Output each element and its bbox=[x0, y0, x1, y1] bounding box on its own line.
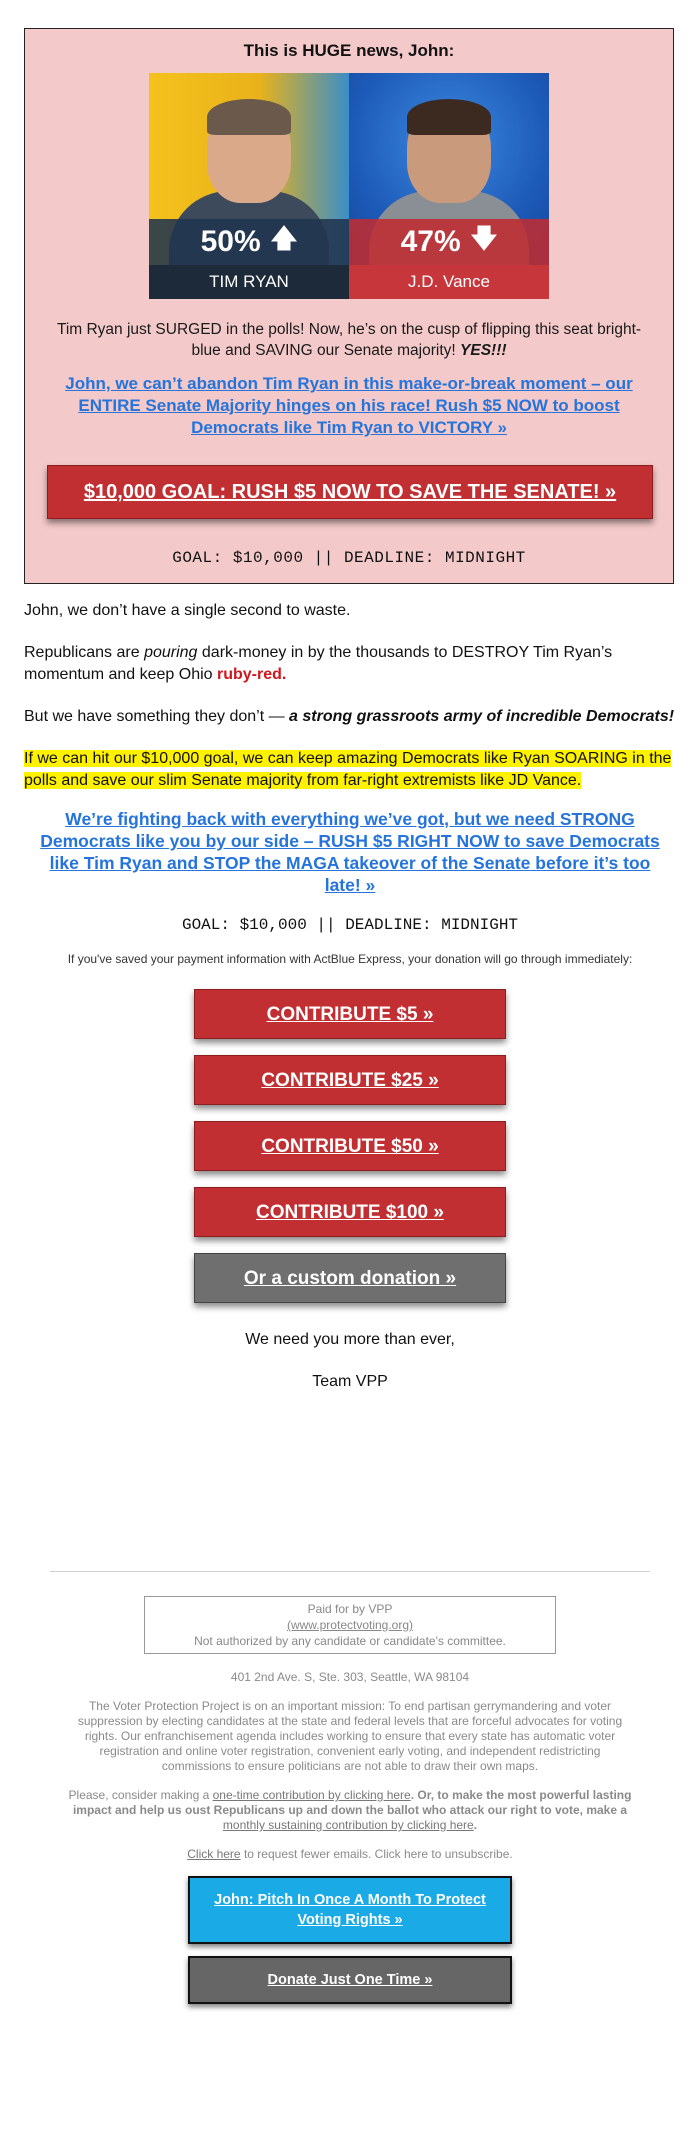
fewer-emails-link[interactable]: Click here bbox=[187, 1847, 241, 1861]
donation-buttons bbox=[24, 989, 676, 1303]
hero-text bbox=[53, 319, 645, 361]
candidate-comparison-image[interactable] bbox=[149, 73, 549, 299]
goal-deadline: GOAL: $10,000 || DEADLINE: MIDNIGHT bbox=[172, 549, 526, 567]
candidate-card-ryan bbox=[149, 73, 349, 299]
hero-donate-link[interactable]: John, we can’t abandon Tim Ryan in this make-or-break moment – our ENTIRE Senate Majority hinges on his race! Rush $5 NOW to boost Democrats like Tim Ryan to VICTORY » bbox=[65, 374, 633, 437]
p2-text-b: dark-money in by the thousands to DESTROY Tim Ryan’s momentum and keep Ohio bbox=[24, 644, 613, 683]
candidate-name: TIM RYAN bbox=[149, 265, 349, 299]
body-donate-link[interactable]: We’re fighting back with everything we’ve got, but we need STRONG Democrats like you by our side – RUSH $5 RIGHT NOW to save Democrats like Tim Ryan and STOP the MAGA takeover of the Senate before it’s too late! » bbox=[40, 809, 660, 895]
footer-divider bbox=[50, 1571, 650, 1572]
contribute-5-button[interactable]: CONTRIBUTE $5 » bbox=[194, 989, 506, 1039]
consider-a: Please, consider making a bbox=[68, 1788, 210, 1802]
highlighted-text: If we can hit our $10,000 goal, we can keep amazing Democrats like Ryan SOARING in the polls and save our slim Senate majority from far-right extremists like JD Vance. bbox=[24, 750, 672, 789]
email-container bbox=[24, 0, 676, 2004]
hero-text-emphasis: YES!!! bbox=[460, 342, 507, 359]
poll-percent: 50% bbox=[200, 225, 261, 258]
custom-donation-button[interactable]: Or a custom donation » bbox=[194, 1253, 506, 1303]
one-time-donation-button[interactable]: Donate Just One Time » bbox=[188, 1956, 512, 2004]
paragraph-3 bbox=[24, 706, 676, 728]
goal-deadline-2: GOAL: $10,000 || DEADLINE: MIDNIGHT bbox=[181, 916, 519, 934]
paid-for-box bbox=[144, 1596, 556, 1654]
signoff bbox=[24, 1331, 676, 1391]
monthly-contribution-link[interactable]: monthly sustaining contribution by clicking here bbox=[222, 1818, 474, 1832]
hero-box bbox=[24, 28, 674, 584]
arrow-up-icon: 🡅 bbox=[270, 223, 298, 253]
ruby-red-text: ruby-red. bbox=[217, 666, 287, 683]
paragraph-1: John, we don’t have a single second to waste. bbox=[24, 602, 351, 619]
p3-emphasis: a strong grassroots army of incredible Democrats! bbox=[289, 708, 675, 725]
contribute-50-button[interactable]: CONTRIBUTE $50 » bbox=[194, 1121, 506, 1171]
consider-end: . bbox=[473, 1818, 478, 1832]
signoff-team: Team VPP bbox=[312, 1373, 388, 1390]
contribute-25-button[interactable]: CONTRIBUTE $25 » bbox=[194, 1055, 506, 1105]
candidate-photo-hair bbox=[207, 99, 291, 135]
mission-text: The Voter Protection Project is on an important mission: To end partisan gerrymandering and voter suppression by electing candidates at the state and federal levels that are forceful advocates for voting rights. Our enfranchisement agenda includes working to ensure that every state has automatic voter registration and online voter registration, convenient early voting, and independent redistricting commissions to ensure politicians are not able to draw their own maps. bbox=[77, 1699, 623, 1773]
signoff-line: We need you more than ever, bbox=[245, 1331, 455, 1348]
monthly-donation-button[interactable]: John: Pitch In Once A Month To Protect Voting Rights » bbox=[188, 1876, 512, 1944]
candidate-name: J.D. Vance bbox=[349, 265, 549, 299]
one-time-contribution-link[interactable]: one-time contribution by clicking here bbox=[212, 1788, 411, 1802]
actblue-note: If you've saved your payment information with ActBlue Express, your donation will go through immediately: bbox=[67, 952, 633, 966]
p3-text-a: But we have something they don’t — bbox=[24, 708, 285, 725]
paid-disclaimer: Not authorized by any candidate or candidate's committee. bbox=[194, 1634, 506, 1648]
candidate-photo-hair bbox=[407, 99, 491, 135]
footer-text bbox=[65, 1670, 635, 1862]
paid-for-text: Paid for by VPP bbox=[307, 1602, 393, 1616]
body-copy bbox=[24, 600, 676, 792]
hero-title: This is HUGE news, John: bbox=[243, 41, 455, 60]
address: 401 2nd Ave. S, Ste. 303, Seattle, WA 98104 bbox=[230, 1670, 470, 1684]
arrow-down-icon: 🡇 bbox=[470, 223, 498, 253]
unsubscribe-text bbox=[65, 1847, 635, 1862]
poll-band bbox=[349, 219, 549, 265]
consider-b: . Or, to make the most powerful lasting impact and help us oust Republicans up and down the ballot who attack our right to vote, make a bbox=[72, 1788, 632, 1817]
poll-band bbox=[149, 219, 349, 265]
paragraph-4 bbox=[24, 748, 676, 792]
consider-text bbox=[65, 1788, 635, 1833]
fewer-emails-text: to request fewer emails. Click here to unsubscribe. bbox=[243, 1847, 513, 1861]
p2-text-a: Republicans are bbox=[24, 644, 140, 661]
candidate-card-vance bbox=[349, 73, 549, 299]
paid-for-url-link[interactable]: (www.protectvoting.org) bbox=[286, 1618, 414, 1632]
p2-emphasis: pouring bbox=[144, 644, 198, 661]
contribute-100-button[interactable]: CONTRIBUTE $100 » bbox=[194, 1187, 506, 1237]
hero-text-main: Tim Ryan just SURGED in the polls! Now, he’s on the cusp of flipping this seat bright-blue and SAVING our Senate majority! bbox=[56, 321, 642, 359]
poll-percent: 47% bbox=[400, 225, 461, 258]
paragraph-2 bbox=[24, 642, 676, 686]
save-senate-button[interactable]: $10,000 GOAL: RUSH $5 NOW TO SAVE THE SENATE! » bbox=[47, 465, 653, 519]
